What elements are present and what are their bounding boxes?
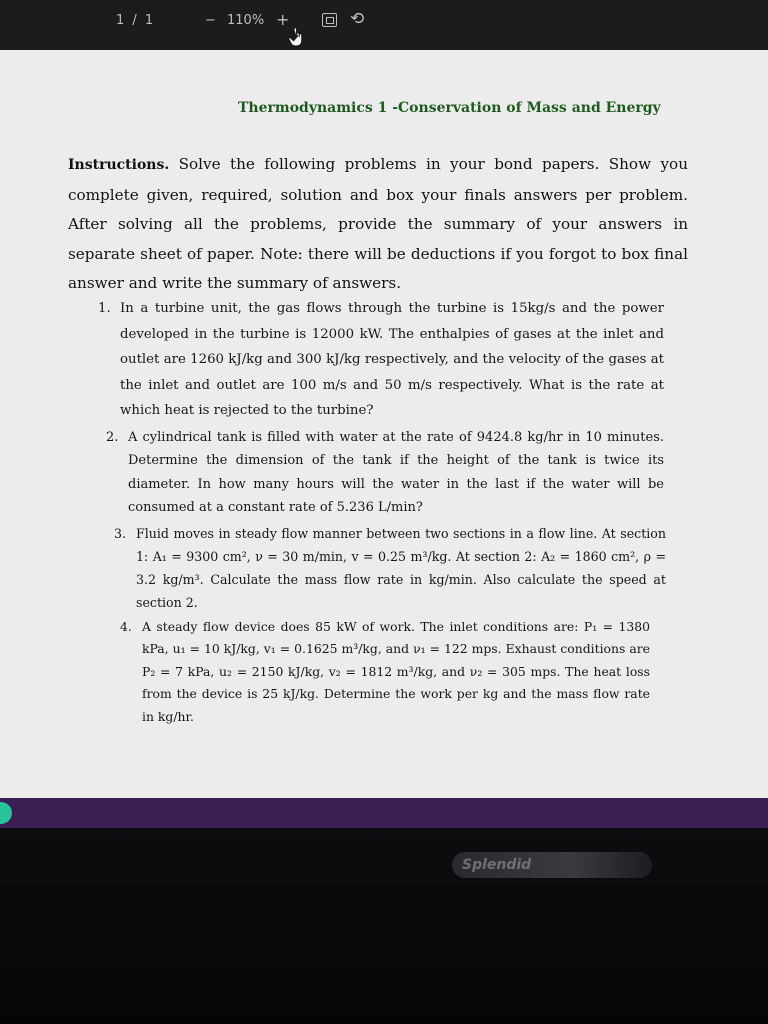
problem-list (98, 296, 688, 728)
zoom-level[interactable]: 110% (227, 13, 265, 28)
document-title: Thermodynamics 1 -Conservation of Mass and Energy (238, 100, 661, 116)
fit-page-icon[interactable] (322, 13, 337, 27)
page-indicator: 1 / 1 (116, 13, 156, 28)
problem-item (98, 296, 664, 424)
instructions-label: Instructions. (68, 157, 170, 173)
taskbar (0, 798, 768, 828)
problem-text: A steady flow device does 85 kW of work. The inlet conditions are: P₁ = 1380 kPa, u₁ = 10 kJ/kg, v₁ = 0.1625 m³/kg, and ν₁ = 122 mps. Exhaust conditions are P₂ = 7 kPa, u₂ = 2150 kJ/kg, v₂ = 1812 m³/kg, and ν₂ = 305 mps. The heat loss from the device is 25 kJ/kg. Determine the work per kg and the mass flow rate in kg/hr. (142, 618, 650, 724)
problem-item (114, 522, 666, 614)
instructions-text: Solve the following problems in your bond papers. Show you complete given, required, solution and box your finals answers per problem. After solving all the problems, provide the summary of your answers in separate sheet of paper. Note: there will be deductions if you forgot to box final answer and write the summary of answers. (68, 155, 688, 292)
instructions-paragraph (68, 150, 688, 299)
problem-text: A cylindrical tank is filled with water at the rate of 9424.8 kg/hr in 10 minutes. Determine the dimension of the tank if the height of the tank is twice its diameter. In how many hours will the water in the last if the water will be consumed at a constant rate of 5.236 L/min? (128, 429, 664, 515)
pdf-viewer-toolbar (0, 0, 768, 50)
problem-item (120, 616, 650, 729)
problem-number: 3. (114, 525, 127, 541)
problem-item (106, 426, 664, 520)
problem-text: Fluid moves in steady flow manner between two sections in a flow line. At section 1: A₁ = 9300 cm², ν = 30 m/min, v = 0.25 m³/kg. At section 2: A₂ = 1860 cm², ρ = 3.2 kg/m³. Calculate the mass flow rate in kg/min. Also calculate the speed at section 2. (136, 525, 666, 610)
pdf-page (0, 50, 768, 798)
problem-number: 1. (98, 301, 111, 316)
zoom-out-button[interactable]: − (205, 13, 216, 28)
problem-number: 2. (106, 429, 119, 445)
rotate-icon[interactable]: ⟲ (350, 9, 365, 29)
splendid-logo: Splendid (452, 852, 652, 878)
problem-text: In a turbine unit, the gas flows through the turbine is 15kg/s and the power developed in the turbine is 12000 kW. The enthalpies of gases at the inlet and outlet are 1260 kJ/kg and 300 kJ/kg respectively, and the velocity of the gases at the inlet and outlet are 100 m/s and 50 m/s respectively. What is the rate at which heat is rejected to the turbine? (120, 301, 664, 418)
page-content (62, 50, 704, 798)
monitor-bezel (0, 828, 768, 1024)
problem-number: 4. (120, 618, 132, 634)
hand-cursor-icon (288, 28, 304, 48)
zoom-in-button[interactable]: + (276, 10, 290, 29)
taskbar-app-icon[interactable] (0, 802, 12, 824)
